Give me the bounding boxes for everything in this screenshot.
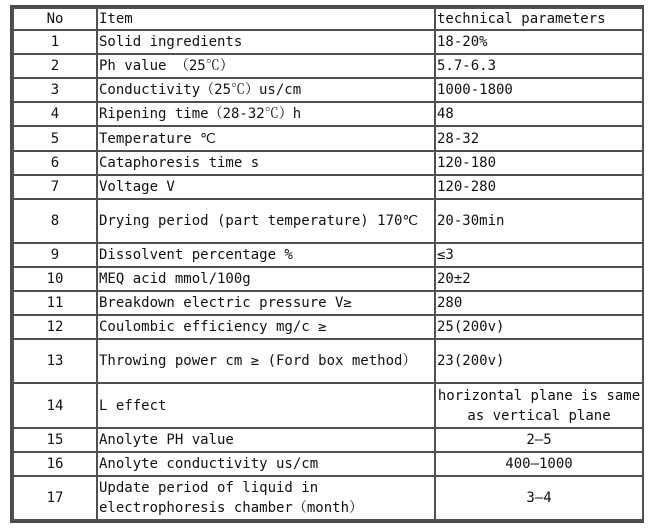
row-parameter: ≤3 bbox=[435, 243, 643, 267]
row-item: Conductivity（25℃）us/cm bbox=[97, 78, 435, 102]
table-row bbox=[13, 199, 643, 243]
row-item: Voltage V bbox=[97, 175, 435, 199]
row-item: Anolyte PH value bbox=[97, 428, 435, 452]
table-row bbox=[13, 428, 643, 452]
row-parameter: 48 bbox=[435, 102, 643, 126]
row-parameter: 20±2 bbox=[435, 267, 643, 291]
table-row bbox=[13, 452, 643, 476]
row-item: Dissolvent percentage % bbox=[97, 243, 435, 267]
row-number: 1 bbox=[13, 30, 97, 54]
row-number: 2 bbox=[13, 54, 97, 78]
table-row bbox=[13, 151, 643, 175]
row-number: 4 bbox=[13, 102, 97, 126]
row-parameter: 400—1000 bbox=[435, 452, 643, 476]
row-number: 15 bbox=[13, 428, 97, 452]
row-parameter: 23(200v) bbox=[435, 339, 643, 383]
row-parameter: 25(200v) bbox=[435, 315, 643, 339]
table-row bbox=[13, 102, 643, 126]
table-header-row bbox=[13, 8, 643, 30]
table-row bbox=[13, 291, 643, 315]
table-row bbox=[13, 243, 643, 267]
header-item: Item bbox=[97, 8, 435, 30]
table-row bbox=[13, 54, 643, 78]
row-parameter: 2—5 bbox=[435, 428, 643, 452]
row-parameter: 280 bbox=[435, 291, 643, 315]
header-technical-parameters: technical parameters bbox=[435, 8, 643, 30]
row-number: 6 bbox=[13, 151, 97, 175]
row-parameter: 20-30min bbox=[435, 199, 643, 243]
row-number: 14 bbox=[13, 383, 97, 427]
table-row bbox=[13, 30, 643, 54]
row-item: Anolyte conductivity us/cm bbox=[97, 452, 435, 476]
table-row bbox=[13, 175, 643, 199]
table-row bbox=[13, 339, 643, 383]
row-item: Temperature ℃ bbox=[97, 126, 435, 150]
row-item: Cataphoresis time s bbox=[97, 151, 435, 175]
row-number: 12 bbox=[13, 315, 97, 339]
row-item: Solid ingredients bbox=[97, 30, 435, 54]
row-number: 11 bbox=[13, 291, 97, 315]
row-parameter: 120-280 bbox=[435, 175, 643, 199]
row-number: 5 bbox=[13, 126, 97, 150]
table-row bbox=[13, 267, 643, 291]
row-item: Coulombic efficiency mg/c ≥ bbox=[97, 315, 435, 339]
row-item: Throwing power cm ≥ (Ford box method） bbox=[97, 339, 435, 383]
row-parameter: 3—4 bbox=[435, 476, 643, 520]
row-parameter: 5.7-6.3 bbox=[435, 54, 643, 78]
technical-parameters-table bbox=[12, 7, 644, 521]
table-row bbox=[13, 78, 643, 102]
row-number: 9 bbox=[13, 243, 97, 267]
row-item: Breakdown electric pressure V≥ bbox=[97, 291, 435, 315]
row-item: Ph value （25℃） bbox=[97, 54, 435, 78]
table-row bbox=[13, 476, 643, 520]
header-no: No bbox=[13, 8, 97, 30]
row-item: Ripening time（28-32℃）h bbox=[97, 102, 435, 126]
table-row bbox=[13, 126, 643, 150]
row-number: 10 bbox=[13, 267, 97, 291]
row-number: 8 bbox=[13, 199, 97, 243]
row-parameter: 1000-1800 bbox=[435, 78, 643, 102]
row-item: L effect bbox=[97, 383, 435, 427]
row-number: 16 bbox=[13, 452, 97, 476]
row-item: Drying period (part temperature) 170℃ bbox=[97, 199, 435, 243]
row-number: 7 bbox=[13, 175, 97, 199]
row-number: 3 bbox=[13, 78, 97, 102]
row-item: MEQ acid mmol/100g bbox=[97, 267, 435, 291]
row-item: Update period of liquid in electrophoresis chamber（month） bbox=[97, 476, 435, 520]
parameters-table-frame bbox=[10, 5, 644, 523]
table-row bbox=[13, 315, 643, 339]
row-parameter: horizontal plane is same as vertical plane bbox=[435, 383, 643, 427]
row-number: 17 bbox=[13, 476, 97, 520]
row-parameter: 18-20% bbox=[435, 30, 643, 54]
table-row bbox=[13, 383, 643, 427]
row-parameter: 120-180 bbox=[435, 151, 643, 175]
row-parameter: 28-32 bbox=[435, 126, 643, 150]
row-number: 13 bbox=[13, 339, 97, 383]
